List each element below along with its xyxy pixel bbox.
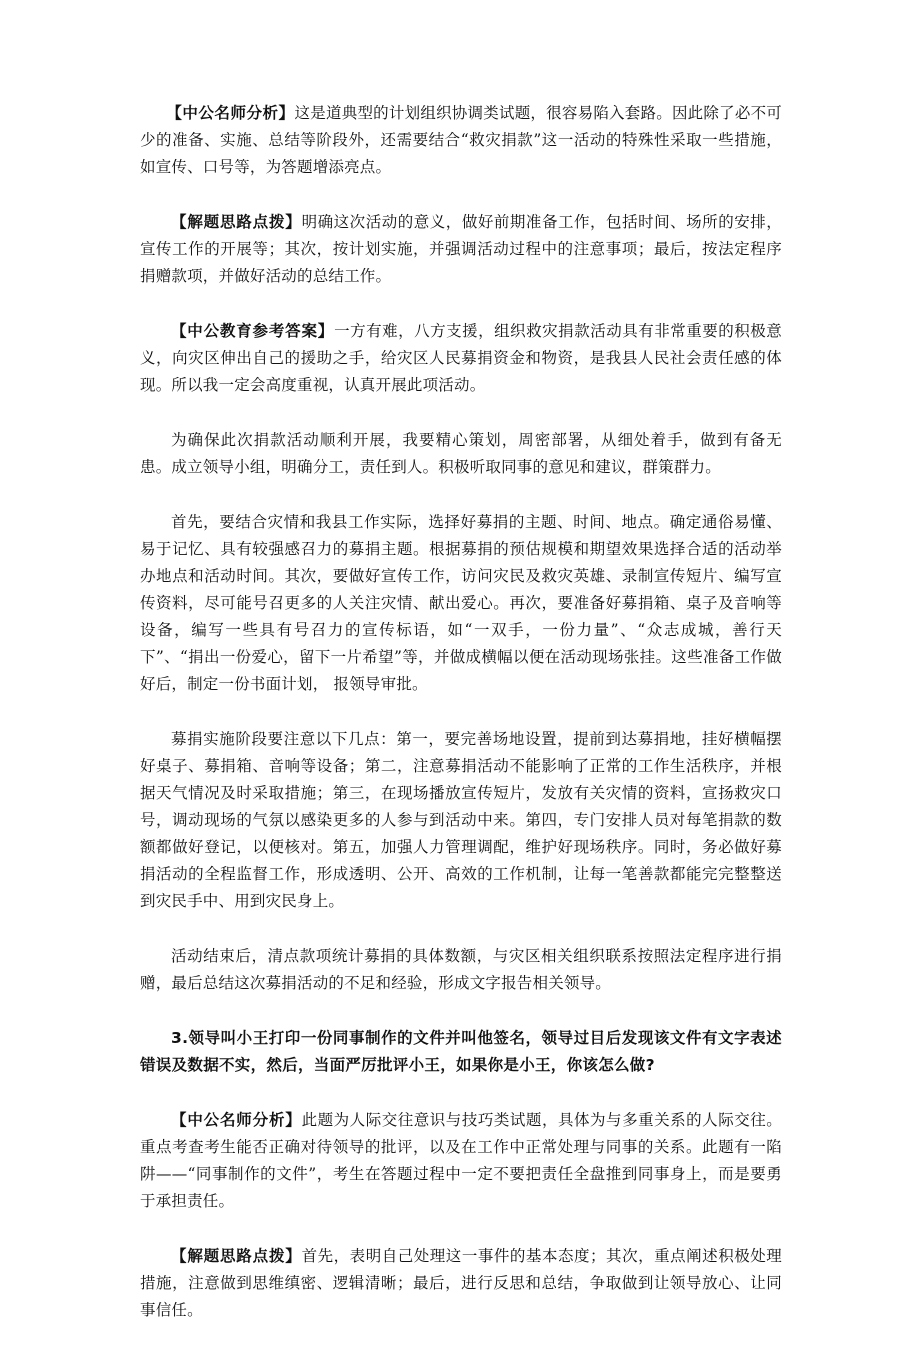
paragraph-conclusion xyxy=(140,943,782,997)
paragraph-implementation xyxy=(140,726,782,915)
document-page xyxy=(140,100,782,1352)
label-approach-1: 【解题思路点拨】 xyxy=(171,213,302,231)
question-3 xyxy=(140,1025,782,1079)
text-analysis-1: 这是道典型的计划组织协调类试题，很容易陷入套路。因此除了必不可少的准备、实施、总结等阶段外，还需要结合“救灾捐款”这一活动的特殊性采取一些措施，如宣传、口号等，为答题增添亮点。 xyxy=(140,104,782,176)
label-analysis-1: 【中公名师分析】 xyxy=(166,104,295,122)
text-preparation: 为确保此次捐款活动顺利开展，我要精心策划，周密部署，从细处着手，做到有备无患。成立领导小组，明确分工，责任到人。积极听取同事的意见和建议，群策群力。 xyxy=(140,431,782,476)
text-approach-2: 首先，表明自己处理这一事件的基本态度；其次，重点阐述积极处理措施，注意做到思维缜密、逻辑清晰；最后，进行反思和总结，争取做到让领导放心、让同事信任。 xyxy=(140,1247,782,1319)
paragraph-analysis-2 xyxy=(140,1107,782,1215)
paragraph-first-steps xyxy=(140,509,782,698)
text-answer-1: 一方有难，八方支援，组织救灾捐款活动具有非常重要的积极意义，向灾区伸出自己的援助之手，给灾区人民募捐资金和物资，是我县人民社会责任感的体现。所以我一定会高度重视，认真开展此项活动。 xyxy=(140,322,782,394)
label-analysis-2: 【中公名师分析】 xyxy=(171,1111,302,1129)
label-answer-1: 【中公教育参考答案】 xyxy=(171,322,335,340)
text-analysis-2: 此题为人际交往意识与技巧类试题，具体为与多重关系的人际交往。重点考查考生能否正确对待领导的批评，以及在工作中正常处理与同事的关系。此题有一陷阱——“同事制作的文件”，考生在答题过程中一定不要把责任全盘推到同事身上，而是要勇于承担责任。 xyxy=(140,1111,782,1210)
question-3-text: 3.领导叫小王打印一份同事制作的文件并叫他签名，领导过目后发现该文件有文字表述错误及数据不实，然后，当面严厉批评小王，如果你是小王，你该怎么做? xyxy=(140,1029,782,1074)
text-implementation: 募捐实施阶段要注意以下几点：第一，要完善场地设置，提前到达募捐地，挂好横幅摆好桌子、募捐箱、音响等设备；第二，注意募捐活动不能影响了正常的工作生活秩序，并根据天气情况及时采取措施；第三，在现场播放宣传短片，发放有关灾情的资料，宣扬救灾口号，调动现场的气氛以感染更多的人参与到活动中来。第四，专门安排人员对每笔捐款的数额都做好登记，以便核对。第五，加强人力管理调配，维护好现场秩序。同时，务必做好募捐活动的全程监督工作，形成透明、公开、高效的工作机制，让每一笔善款都能完完整整送到灾民手中、用到灾民身上。 xyxy=(140,730,782,910)
text-conclusion: 活动结束后，清点款项统计募捐的具体数额，与灾区相关组织联系按照法定程序进行捐赠，最后总结这次募捐活动的不足和经验，形成文字报告相关领导。 xyxy=(140,947,782,992)
paragraph-approach-1 xyxy=(140,209,782,290)
text-first-steps: 首先，要结合灾情和我县工作实际，选择好募捐的主题、时间、地点。确定通俗易懂、易于记忆、具有较强感召力的募捐主题。根据募捐的预估规模和期望效果选择合适的活动举办地点和活动时间。其次，要做好宣传工作，访问灾民及救灾英雄、录制宣传短片、编写宣传资料，尽可能号召更多的人关注灾情、献出爱心。再次，要准备好募捐箱、桌子及音响等设备，编写一些具有号召力的宣传标语，如“一双手，一份力量”、“众志成城，善行天下”、“捐出一份爱心，留下一片希望”等，并做成横幅以便在活动现场张挂。这些准备工作做好后，制定一份书面计划， 报领导审批。 xyxy=(140,513,782,693)
paragraph-preparation xyxy=(140,427,782,481)
label-approach-2: 【解题思路点拨】 xyxy=(171,1247,302,1265)
text-approach-1: 明确这次活动的意义，做好前期准备工作，包括时间、场所的安排，宣传工作的开展等；其次，按计划实施，并强调活动过程中的注意事项；最后，按法定程序捐赠款项，并做好活动的总结工作。 xyxy=(140,213,782,285)
paragraph-analysis-1 xyxy=(140,100,782,181)
paragraph-answer-1 xyxy=(140,318,782,399)
paragraph-approach-2 xyxy=(140,1243,782,1324)
